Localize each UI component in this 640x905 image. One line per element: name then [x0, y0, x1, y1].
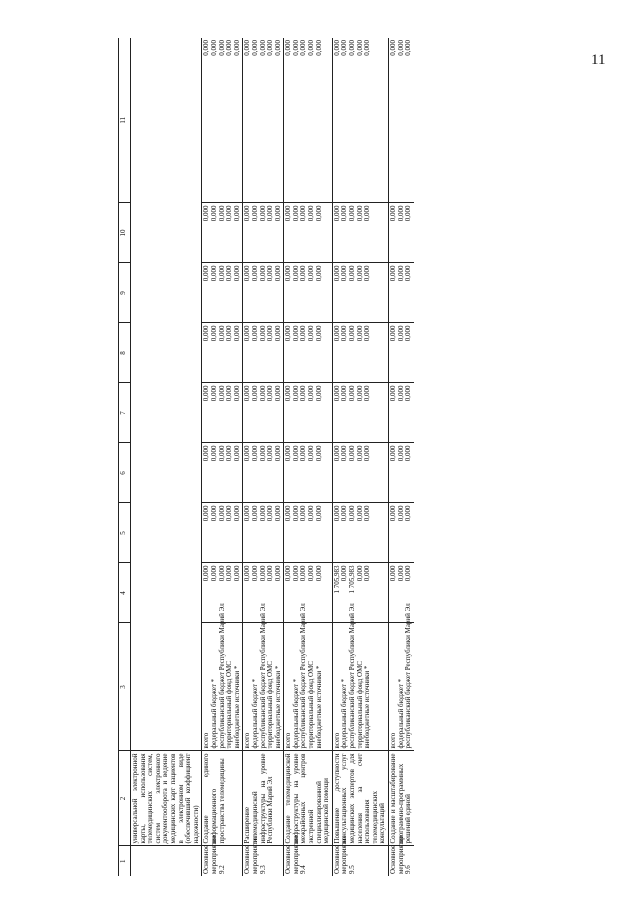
amount-column-8 [389, 323, 414, 383]
amount-column-10 [332, 203, 388, 263]
amount-value: 0,000 [332, 445, 341, 462]
funding-sources [202, 603, 243, 751]
amount-column-9 [243, 263, 284, 323]
amount-value: 1 705,983 [348, 565, 357, 594]
amount-column-5 [243, 503, 284, 563]
amount-column-11 [243, 38, 284, 203]
amount-value: 0,000 [389, 40, 397, 56]
amount-value: 0,000 [258, 505, 267, 522]
amount-value: 0,000 [299, 565, 308, 582]
amount-value: 0,000 [284, 505, 293, 522]
amount-value: 0,000 [202, 265, 211, 282]
amount-value: 0,000 [291, 445, 300, 462]
amount-value: 0,000 [340, 505, 349, 522]
amount-value: 0,000 [209, 385, 218, 402]
amount-value: 0,000 [404, 265, 413, 282]
funding-source-label: внебюджетные источники * [232, 665, 241, 749]
funding-source-label: внебюджетные источники * [314, 665, 323, 749]
amount-value: 0,000 [355, 445, 364, 462]
amount-value: 0,000 [266, 265, 275, 282]
amount-value: 0,000 [266, 205, 275, 222]
amount-value: 0,000 [202, 325, 211, 342]
funding-source-label: всего [243, 732, 252, 749]
amount-value: 0,000 [340, 265, 349, 282]
amount-column-5 [202, 503, 243, 563]
amount-value: 0,000 [225, 505, 234, 522]
amount-value: 0,000 [243, 505, 252, 522]
amount-value: 0,000 [307, 445, 316, 462]
amount-value: 0,000 [266, 445, 275, 462]
amount-value: 0,000 [258, 205, 267, 222]
amount-value: 0,000 [299, 505, 308, 522]
amount-value: 0,000 [314, 565, 323, 582]
column-header-11: 11 [119, 38, 131, 203]
amount-value: 0,000 [332, 40, 341, 56]
amount-value: 0,000 [209, 325, 218, 342]
amount-column-5 [284, 503, 333, 563]
amount-value: 0,000 [202, 40, 211, 56]
amount-column-9 [284, 263, 333, 323]
amount-column-9 [202, 263, 243, 323]
amount-value: 0,000 [307, 385, 316, 402]
amount-value: 0,000 [232, 565, 241, 582]
amount-value: 0,000 [396, 40, 405, 56]
amount-value: 0,000 [202, 385, 211, 402]
amount-value: 0,000 [348, 445, 357, 462]
amount-column-11 [332, 38, 388, 203]
amount-value: 0,000 [314, 385, 323, 402]
column-header-4: 4 [119, 563, 131, 623]
financing-table [118, 38, 414, 876]
amount-column-9 [389, 263, 414, 323]
amount-value: 0,000 [250, 325, 259, 342]
column-header-10: 10 [119, 203, 131, 263]
amount-value: 0,000 [273, 505, 282, 522]
amount-value: 0,000 [332, 205, 341, 222]
amount-column-11 [389, 38, 414, 203]
funding-sources [332, 603, 388, 751]
amount-column-7 [389, 383, 414, 443]
amount-value: 0,000 [273, 565, 282, 582]
amount-value: 0,000 [396, 565, 405, 582]
column-header-2: 2 [119, 751, 131, 846]
funding-source-label: всего [284, 732, 293, 749]
amount-value: 0,000 [284, 565, 293, 582]
activity-number: Основное мероприятие 9.3 [243, 846, 284, 876]
amount-column-11 [284, 38, 333, 203]
amount-value: 0,000 [232, 205, 241, 222]
funding-source-label: всего [389, 732, 397, 749]
activity-name: Расширение телемедицинской инфраструктуры на уровне Республики Марий Эл [243, 751, 284, 846]
amount-column-7 [243, 383, 284, 443]
funding-source-label: территориальный фонд ОМС [355, 661, 364, 749]
amount-value: 0,000 [332, 505, 341, 522]
amount-column-6 [243, 443, 284, 503]
table-row [243, 38, 284, 876]
amount-value: 0,000 [396, 265, 405, 282]
amount-column-7 [284, 383, 333, 443]
amount-value: 0,000 [340, 565, 349, 582]
amount-value: 0,000 [299, 205, 308, 222]
amount-value: 0,000 [314, 325, 323, 342]
amount-value: 0,000 [273, 445, 282, 462]
amount-value: 0,000 [299, 265, 308, 282]
funding-sources [389, 603, 414, 751]
amount-value: 0,000 [396, 505, 405, 522]
amount-value: 0,000 [217, 505, 226, 522]
amount-value: 0,000 [202, 505, 211, 522]
column-header-5: 5 [119, 503, 131, 563]
amount-value: 0,000 [291, 565, 300, 582]
amount-column-10 [202, 203, 243, 263]
amount-value: 0,000 [389, 565, 397, 582]
amount-value: 0,000 [404, 385, 413, 402]
amount-value: 0,000 [299, 385, 308, 402]
amount-value: 0,000 [404, 40, 413, 56]
amount-value: 0,000 [363, 565, 372, 582]
amount-column-10 [389, 203, 414, 263]
amount-value: 0,000 [404, 445, 413, 462]
amount-value: 0,000 [273, 385, 282, 402]
amount-value: 0,000 [258, 445, 267, 462]
amount-value: 0,000 [209, 565, 218, 582]
amount-value: 1 705,983 [332, 565, 341, 594]
funding-sources [243, 603, 284, 751]
amount-value: 0,000 [348, 325, 357, 342]
amount-column-4 [332, 563, 388, 623]
amount-value: 0,000 [273, 265, 282, 282]
continuation-row [131, 38, 202, 876]
amount-value: 0,000 [232, 385, 241, 402]
amount-column-10 [243, 203, 284, 263]
amount-value: 0,000 [284, 385, 293, 402]
activity-number: Основное мероприятие 9.4 [284, 846, 333, 876]
amount-value: 0,000 [389, 325, 397, 342]
amount-value: 0,000 [284, 265, 293, 282]
amount-value: 0,000 [291, 505, 300, 522]
amount-value: 0,000 [209, 445, 218, 462]
column-header-7: 7 [119, 383, 131, 443]
column-header-8: 8 [119, 323, 131, 383]
continuation-text: универсальной электронной карты, использования телемедицинских систем, систем электронного документооборота и ведение медицинских карт пациентов в электронном виде (обеспечивший коэффициент надежности) [131, 751, 202, 846]
amount-value: 0,000 [404, 325, 413, 342]
amount-value: 0,000 [363, 205, 372, 222]
amount-value: 0,000 [348, 505, 357, 522]
amount-value: 0,000 [217, 385, 226, 402]
amount-value: 0,000 [340, 385, 349, 402]
activity-name: Создание телемедицинской инфраструктуры на уровне межрайонных центров экстренной специализированной медицинской помощи [284, 751, 333, 846]
amount-value: 0,000 [291, 205, 300, 222]
amount-value: 0,000 [348, 385, 357, 402]
amount-value: 0,000 [266, 40, 275, 56]
amount-value: 0,000 [250, 205, 259, 222]
amount-value: 0,000 [307, 565, 316, 582]
amount-value: 0,000 [232, 40, 241, 56]
amount-value: 0,000 [396, 325, 405, 342]
amount-value: 0,000 [355, 40, 364, 56]
amount-value: 0,000 [355, 505, 364, 522]
amount-value: 0,000 [243, 445, 252, 462]
funding-source-label: федеральный бюджет * [250, 678, 259, 749]
amount-column-4 [284, 563, 333, 623]
amount-value: 0,000 [314, 505, 323, 522]
amount-value: 0,000 [266, 565, 275, 582]
amount-value: 0,000 [225, 40, 234, 56]
amount-value: 0,000 [307, 40, 316, 56]
amount-value: 0,000 [202, 565, 211, 582]
funding-source-label: федеральный бюджет * [209, 678, 218, 749]
amount-value: 0,000 [209, 505, 218, 522]
continuation-col1 [131, 846, 202, 876]
amount-value: 0,000 [225, 205, 234, 222]
amount-value: 0,000 [340, 40, 349, 56]
amount-value: 0,000 [363, 445, 372, 462]
amount-value: 0,000 [202, 205, 211, 222]
funding-source-label: республиканский бюджет Республики Марий Эл [299, 603, 308, 749]
column-header-9: 9 [119, 263, 131, 323]
funding-source-label: республиканский бюджет Республики Марий Эл [404, 603, 413, 749]
amount-value: 0,000 [266, 505, 275, 522]
amount-value: 0,000 [332, 265, 341, 282]
amount-value: 0,000 [243, 205, 252, 222]
amount-value: 0,000 [348, 205, 357, 222]
table-row [332, 38, 388, 876]
amount-column-8 [332, 323, 388, 383]
amount-value: 0,000 [250, 505, 259, 522]
amount-value: 0,000 [284, 40, 293, 56]
amount-value: 0,000 [404, 565, 413, 582]
amount-value: 0,000 [291, 40, 300, 56]
amount-value: 0,000 [232, 505, 241, 522]
amount-column-11 [202, 38, 243, 203]
amount-value: 0,000 [363, 40, 372, 56]
amount-value: 0,000 [314, 205, 323, 222]
table-row [202, 38, 243, 876]
amount-value: 0,000 [389, 265, 397, 282]
amount-value: 0,000 [209, 205, 218, 222]
amount-value: 0,000 [291, 265, 300, 282]
funding-source-label: республиканский бюджет Республики Марий Эл [348, 603, 357, 749]
amount-value: 0,000 [389, 205, 397, 222]
funding-source-label: территориальный фонд ОМС [307, 661, 316, 749]
amount-value: 0,000 [314, 40, 323, 56]
amount-value: 0,000 [332, 385, 341, 402]
amount-value: 0,000 [258, 565, 267, 582]
amount-value: 0,000 [273, 40, 282, 56]
activity-number: Основное мероприятие 9.5 [332, 846, 388, 876]
amount-value: 0,000 [225, 265, 234, 282]
amount-value: 0,000 [217, 205, 226, 222]
amount-value: 0,000 [250, 40, 259, 56]
amount-value: 0,000 [250, 385, 259, 402]
amount-value: 0,000 [314, 265, 323, 282]
column-header-6: 6 [119, 443, 131, 503]
amount-value: 0,000 [258, 40, 267, 56]
amount-value: 0,000 [284, 445, 293, 462]
activity-name: Создание и масштабирование программно-программных решений единой [389, 751, 414, 846]
header-row [119, 38, 131, 876]
amount-value: 0,000 [243, 265, 252, 282]
funding-sources [284, 603, 333, 751]
amount-column-5 [389, 503, 414, 563]
activity-number: Основное мероприятие 9.6 [389, 835, 413, 874]
amount-column-8 [202, 323, 243, 383]
amount-value: 0,000 [243, 565, 252, 582]
amount-value: 0,000 [355, 205, 364, 222]
amount-value: 0,000 [266, 325, 275, 342]
amount-value: 0,000 [284, 325, 293, 342]
amount-value: 0,000 [299, 445, 308, 462]
funding-source-label: республиканский бюджет Республики Марий Эл [217, 603, 226, 749]
amount-value: 0,000 [404, 205, 413, 222]
amount-value: 0,000 [273, 205, 282, 222]
amount-value: 0,000 [232, 325, 241, 342]
amount-column-6 [284, 443, 333, 503]
amount-value: 0,000 [307, 265, 316, 282]
amount-value: 0,000 [340, 325, 349, 342]
amount-value: 0,000 [217, 265, 226, 282]
amount-value: 0,000 [355, 265, 364, 282]
amount-value: 0,000 [258, 265, 267, 282]
amount-value: 0,000 [250, 445, 259, 462]
amount-value: 0,000 [225, 565, 234, 582]
amount-value: 0,000 [209, 40, 218, 56]
funding-source-label: всего [332, 732, 341, 749]
amount-value: 0,000 [232, 265, 241, 282]
page-number: 11 [591, 52, 606, 68]
amount-value: 0,000 [307, 325, 316, 342]
amount-value: 0,000 [389, 445, 397, 462]
rotated-table-container [118, 38, 613, 876]
amount-value: 0,000 [389, 385, 397, 402]
amount-value: 0,000 [299, 325, 308, 342]
amount-value: 0,000 [307, 505, 316, 522]
funding-source-label: всего [202, 732, 211, 749]
amount-value: 0,000 [396, 205, 405, 222]
amount-value: 0,000 [396, 445, 405, 462]
amount-value: 0,000 [363, 385, 372, 402]
funding-source-label: внебюджетные источники * [363, 665, 372, 749]
amount-value: 0,000 [232, 445, 241, 462]
amount-column-6 [202, 443, 243, 503]
amount-value: 0,000 [209, 265, 218, 282]
activity-number: Основное мероприятие 9.2 [202, 846, 243, 876]
amount-column-8 [243, 323, 284, 383]
funding-source-label: федеральный бюджет * [291, 678, 300, 749]
amount-value: 0,000 [355, 325, 364, 342]
amount-value: 0,000 [202, 445, 211, 462]
amount-value: 0,000 [258, 385, 267, 402]
funding-source-label: федеральный бюджет * [396, 678, 405, 749]
amount-value: 0,000 [363, 325, 372, 342]
amount-value: 0,000 [355, 385, 364, 402]
funding-source-label: территориальный фонд ОМС [266, 661, 275, 749]
funding-source-label: республиканский бюджет Республики Марий Эл [258, 603, 267, 749]
amount-value: 0,000 [307, 205, 316, 222]
amount-value: 0,000 [396, 385, 405, 402]
amount-column-8 [284, 323, 333, 383]
amount-column-6 [332, 443, 388, 503]
funding-source-label: внебюджетные источники * [273, 665, 282, 749]
amount-value: 0,000 [340, 445, 349, 462]
amount-value: 0,000 [217, 40, 226, 56]
amount-value: 0,000 [348, 40, 357, 56]
activity-name: Повышение доступности консультационных услуг медицинских экспертов для населения за счет использования телемедицинских консультаций [332, 751, 388, 846]
amount-column-10 [284, 203, 333, 263]
column-header-1: 1 [119, 846, 131, 876]
amount-value: 0,000 [291, 385, 300, 402]
table-row [284, 38, 333, 876]
funding-source-label: территориальный фонд ОМС [225, 661, 234, 749]
amount-column-7 [202, 383, 243, 443]
funding-source-label: федеральный бюджет * [340, 678, 349, 749]
amount-value: 0,000 [250, 265, 259, 282]
amount-value: 0,000 [284, 205, 293, 222]
amount-value: 0,000 [266, 385, 275, 402]
amount-value: 0,000 [291, 325, 300, 342]
amount-value: 0,000 [363, 505, 372, 522]
amount-column-6 [389, 443, 414, 503]
amount-value: 0,000 [299, 40, 308, 56]
amount-value: 0,000 [217, 445, 226, 462]
table-row [389, 38, 414, 876]
amount-value: 0,000 [243, 40, 252, 56]
column-header-3: 3 [119, 623, 131, 751]
amount-value: 0,000 [332, 325, 341, 342]
amount-value: 0,000 [217, 325, 226, 342]
amount-value: 0,000 [314, 445, 323, 462]
amount-value: 0,000 [363, 265, 372, 282]
amount-column-9 [332, 263, 388, 323]
amount-value: 0,000 [225, 445, 234, 462]
amount-column-5 [332, 503, 388, 563]
amount-value: 0,000 [217, 565, 226, 582]
amount-value: 0,000 [225, 385, 234, 402]
amount-value: 0,000 [250, 565, 259, 582]
activity-name: Создание единого информационного пространства телемедицины [202, 751, 243, 846]
amount-column-7 [332, 383, 388, 443]
amount-value: 0,000 [243, 385, 252, 402]
amount-value: 0,000 [355, 565, 364, 582]
amount-value: 0,000 [258, 325, 267, 342]
amount-value: 0,000 [243, 325, 252, 342]
amount-value: 0,000 [273, 325, 282, 342]
amount-value: 0,000 [348, 265, 357, 282]
amount-value: 0,000 [389, 505, 397, 522]
amount-value: 0,000 [404, 505, 413, 522]
amount-value: 0,000 [225, 325, 234, 342]
amount-value: 0,000 [340, 205, 349, 222]
